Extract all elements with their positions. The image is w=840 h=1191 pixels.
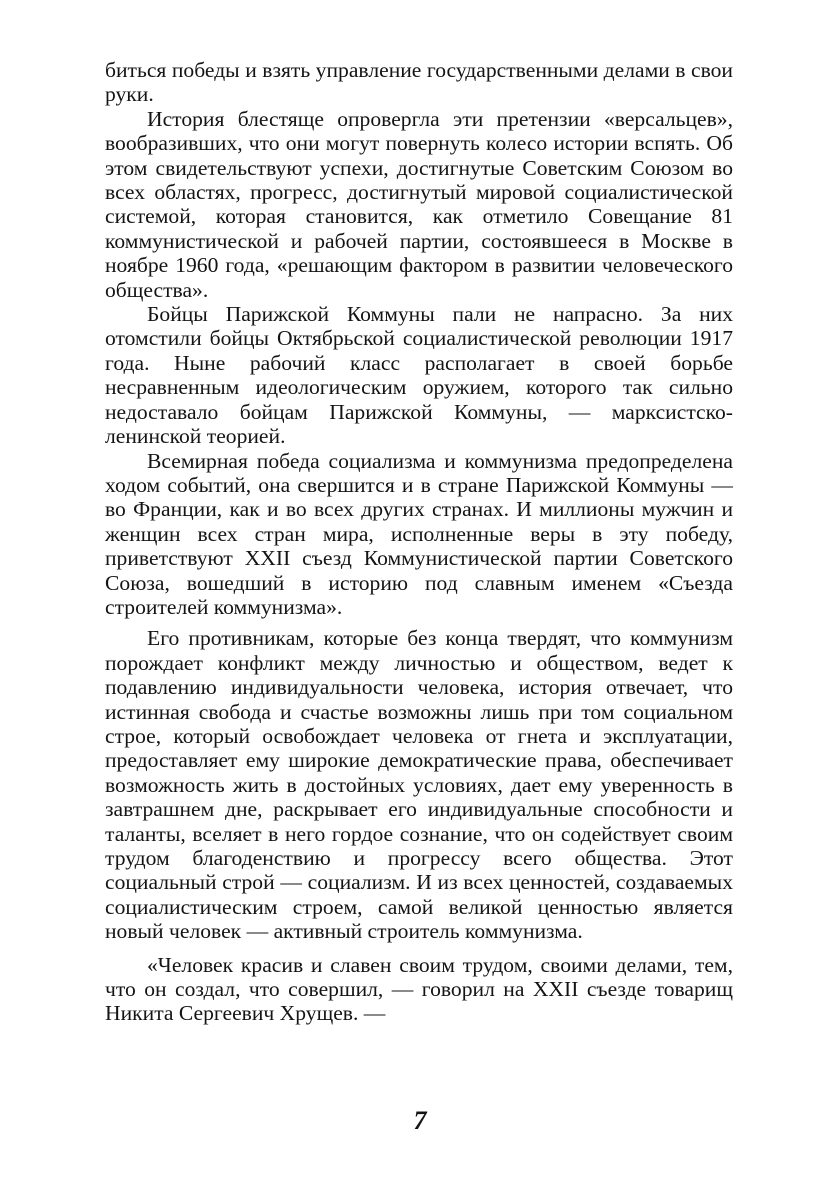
paragraph-5: Его противникам, которые без конца твердят, что коммунизм порождает конфликт между личностью и обществом, ведет к подавлению индивидуальности человека, история отвечает, что истинная свобода и счастье возможны лишь при том социальном строе, который освобождает человека от гнета и эксплуатации, предоставляет ему широкие демократические права, обеспечивает возможность жить в достойных условиях, дает ему уверенность в завтрашнем дне, раскрывает его индивидуальные способности и таланты, вселяет в него гордое сознание, что он содействует своим трудом благоденствию и прогрессу всего общества. Этот социальный строй — социализм. И из всех ценностей, создаваемых социалистическим строем, самой великой ценностью является новый человек — активный строитель коммунизма. [105,626,733,944]
page-body [105,58,733,1026]
page-number: 7 [413,1106,427,1135]
paragraph-6: «Человек красив и славен своим трудом, своими делами, тем, что он создал, что совершил, — говорил на XXII съезде товарищ Никита Сергеевич Хрущев. — [105,952,733,1026]
paragraph-2: История блестяще опровергла эти претензии «версальцев», вообразивших, что они могут повернуть колесо истории вспять. Об этом свидетельствуют успехи, достигнутые Советским Союзом во всех областях, прогресс, достигнутый мировой социалистической системой, которая становится, как отметило Совещание 81 коммунистической и рабочей партии, состоявшееся в Москве в ноябре 1960 года, «решающим фактором в развитии человеческого общества». [105,106,733,302]
paragraph-4: Всемирная победа социализма и коммунизма предопределена ходом событий, она свершится и в стране Парижской Коммуны — во Франции, как и во всех других странах. И миллионы мужчин и женщин всех стран мира, исполненные веры в эту победу, приветствуют XXII съезд Коммунистической партии Советского Союза, вошедший в историю под славным именем «Съезда строителей коммунизма». [105,448,733,619]
paragraph-1: биться победы и взять управление государственными делами в свои руки. [105,58,733,107]
paragraph-3: Бойцы Парижской Коммуны пали не напрасно. За них отомстили бойцы Октябрьской социалистической революции 1917 года. Ныне рабочий класс располагает в своей борьбе несравненным идеологическим оружием, которого так сильно недоставало бойцам Парижской Коммуны, — марксистско-ленинской теорией. [105,302,733,449]
